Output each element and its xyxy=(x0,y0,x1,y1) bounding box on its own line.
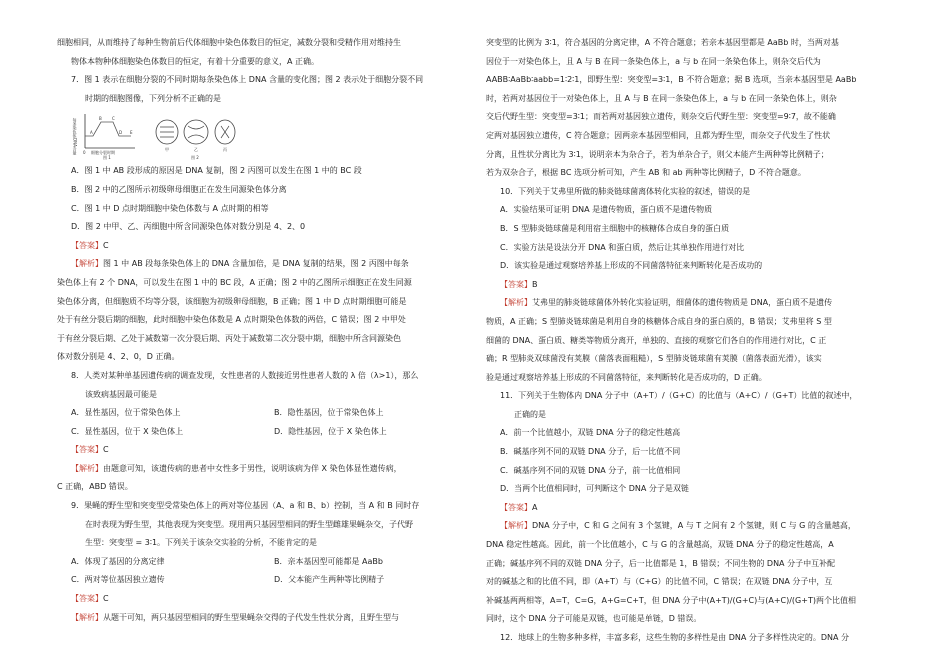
fig2-caption: 图 2 xyxy=(191,155,199,161)
q7-analysis-6: 体对数分别是 4、2、0，D 正确。 xyxy=(57,352,180,362)
intro-line-1: 细胞相同，从而维持了每种生物前后代体细胞中染色体数目的恒定，减数分裂和受精作用对维持生 xyxy=(57,38,401,47)
q8-stem-1: 8．人类对某种单基因遗传病的调查发现，女性患者的人数接近男性患者人数的 λ 倍（λ>1），那么 xyxy=(71,370,419,380)
q8-options-row-2 xyxy=(57,423,477,442)
q9-cont-7: 分离，且性状分离比为 3∶1，说明亲本为杂合子，若为单杂合子，则父本能产生两种等比例精子； xyxy=(486,149,829,159)
q7-analysis-1: 【解析】图 1 中 AB 段每条染色体上的 DNA 含量加倍，是 DNA 复制的结果，图 2 丙图中每条 xyxy=(71,259,409,269)
q11-analysis-3: 正确；碱基序列不同的双链 DNA 分子，后一比值都是 1，B 错误；不同生物的 DNA 分子中互补配 xyxy=(486,558,836,568)
q11-option-a: A．前一个比值越小，双链 DNA 分子的稳定性越高 xyxy=(500,428,681,438)
q10-analysis-1: 【解析】艾弗里的肺炎链球菌体外转化实验证明，细菌体的遗传物质是 DNA，蛋白质不是遗传 xyxy=(500,298,833,308)
q8-stem-2: 该致病基因最可能是 xyxy=(85,389,157,399)
q10-analysis-4: 确；R 型肺炎双球菌没有荚膜（菌落表面粗糙），S 型肺炎链球菌有荚膜（菌落表面光滑），该实 xyxy=(486,354,822,364)
q11-option-b: B．碱基序列不同的双链 DNA 分子，后一比值不同 xyxy=(500,447,681,457)
q11-analysis-2: DNA 稳定性越高。因此，前一个比值越小，C 与 G 的含量越高，双链 DNA 分子的稳定性越高，A xyxy=(486,540,834,550)
q9-stem-2: 在时表现为野生型，其他表现为突变型。现用两只基因型相同的野生型雌雄果蝇杂交，子代野 xyxy=(85,519,413,529)
q7-figure xyxy=(71,110,477,160)
point-d: D xyxy=(119,130,123,136)
q10-option-d: D．该实验是通过观察培养基上形成的不同菌落特征来判断转化是否成功的 xyxy=(500,261,763,271)
q9-cont-3: AABB∶AaBb∶aabb=1∶2∶1，即野生型：突变型=3∶1，B 不符合题意；据 B 选项，当亲本基因型是 AaBb xyxy=(486,75,857,85)
cell-yi-chromosomes xyxy=(188,126,204,138)
graph-origin: 0 xyxy=(83,150,86,156)
q9-options-row-1 xyxy=(57,553,477,572)
q10-answer: 【答案】B xyxy=(500,279,538,289)
q11-analysis-1: 【解析】DNA 分子中，C 和 G 之间有 3 个氢键，A 与 T 之间有 2 个氢键，则 C 与 G 的含量越高， xyxy=(500,521,856,531)
q8-analysis-2: C 正确，ABD 错误。 xyxy=(57,482,133,492)
q10-option-c: C．实验方法是设法分开 DNA 和蛋白质，然后让其单独作用进行对比 xyxy=(500,242,745,252)
q9-cont-6: 定两对基因独立遗传，C 符合题意；因两亲本基因型相同，且都为野生型，而杂交子代发生了性状 xyxy=(486,130,831,140)
point-b: B xyxy=(99,116,102,122)
q11-stem-1: 11．下列关于生物体内 DNA 分子中（A+T）/（G+C）的比值与（A+C）/（G+T）比值的叙述中， xyxy=(500,391,858,401)
q9-cont-1: 突变型的比例为 3∶1，符合基因的分离定律，A 不符合题意；若亲本基因型都是 AaBb 时，当两对基 xyxy=(486,38,839,47)
q9-option-d: D．父本能产生两种等比例精子 xyxy=(274,575,385,585)
q11-analysis-5: 补碱基两两相等，A=T，C=G，A+G=C+T，但 DNA 分子中(A+T)/(G+C)与(A+C)/(G+T)两个比值相 xyxy=(486,595,856,605)
q8-options-row-1 xyxy=(57,404,477,423)
q7-stem-1: 7．图 1 表示在细胞分裂的不同时期每条染色体上 DNA 含量的变化图；图 2 表示处于细胞分裂不同 xyxy=(71,75,424,85)
q10-analysis-2: 物质，A 正确；S 型肺炎链球菌是利用自身的核糖体合成自身的蛋白质的，B 错误；艾弗里将 S 型 xyxy=(486,316,832,326)
q7-option-d: D．图 2 中甲、乙、丙细胞中所含同源染色体对数分别是 4、2、0 xyxy=(71,222,306,232)
q12-stem: 12．地球上的生物多种多样，丰富多彩，这些生物的多样性是由 DNA 分子多样性决定的。DNA 分 xyxy=(500,633,850,642)
cell-label-jia: 甲 xyxy=(165,147,169,153)
cell-jia-chromosomes xyxy=(160,127,174,137)
q9-options-row-2 xyxy=(57,571,477,590)
point-e: E xyxy=(130,130,133,136)
q7-stem-2: 时期的细胞图像，下列分析不正确的是 xyxy=(85,93,221,103)
q8-option-c: C．显性基因，位于 X 染色体上 xyxy=(71,426,184,436)
fig1-caption: 图 1 xyxy=(103,155,111,161)
q9-cont-4: 时，若两对基因位于一对染色体上，且 A 与 B 在同一条染色体上，a 与 b 在同一条染色体上，则杂 xyxy=(486,93,837,103)
q9-option-c: C．两对等位基因独立遗传 xyxy=(71,575,165,585)
q9-stem-1: 9．果蝇的野生型和突变型受常染色体上的两对等位基因（A、a 和 B、b）控制，当 A 和 B 同时存 xyxy=(71,501,420,511)
q11-answer: 【答案】A xyxy=(500,502,538,512)
q9-cont-5: 交后代野生型：突变型=3∶1；而若两对基因独立遗传，则杂交后代野生型：突变型=9∶7，故不能确 xyxy=(486,112,836,122)
intro-line-2: 物体本物种体细胞染色体数目的恒定，有着十分重要的意义，A 正确。 xyxy=(71,56,320,66)
q8-option-a: A．显性基因，位于常染色体上 xyxy=(71,408,181,418)
q10-analysis-5: 验是通过观察培养基上形成的不同菌落特征，来判断转化是否成功的，D 正确。 xyxy=(486,372,767,382)
q9-analysis-1: 【解析】从题干可知，两只基因型相同的野生型果蝇杂交得的子代发生性状分离，且野生型与 xyxy=(71,612,399,622)
cell-label-yi: 乙 xyxy=(194,147,198,153)
cell-label-bing: 丙 xyxy=(223,147,227,153)
q11-analysis-4: 对的碱基之和的比值不同，即（A+T）与（C+G）的比值不同，C 错误；在双链 DNA 分子中，互 xyxy=(486,577,833,587)
q10-option-b: B．S 型肺炎链球菌是利用宿主细胞中的核糖体合成自身的蛋白质 xyxy=(500,223,730,233)
graph-xlabel: 细胞分裂时期 xyxy=(91,150,115,156)
q8-answer: 【答案】C xyxy=(71,445,109,455)
q7-option-c: C．图 1 中 D 点时期细胞中染色体数与 A 点时期的相等 xyxy=(71,203,269,213)
q11-stem-2: 正确的是 xyxy=(514,409,546,419)
q7-option-a: A．图 1 中 AB 段形成的原因是 DNA 复制，图 2 丙图可以发生在图 1 中的 BC 段 xyxy=(71,166,362,176)
cell-bing-chromosomes xyxy=(221,126,229,138)
q8-option-d: D．隐性基因，位于 X 染色体上 xyxy=(274,426,387,436)
point-c: C xyxy=(112,116,115,122)
q7-option-b: B．图 2 中的乙图所示初级卵母细胞正在发生同源染色体分离 xyxy=(71,184,287,194)
q7-analysis-3: 染色体分离，但细胞质不均等分裂，该细胞为初级卵母细胞，B 正确；图 1 中 D 点时期细胞可能是 xyxy=(57,296,407,306)
q9-option-b: B．亲本基因型可能都是 AaBb xyxy=(274,556,383,566)
point-a: A xyxy=(90,130,93,136)
q10-option-a: A．实验结果可证明 DNA 是遗传物质，蛋白质不是遗传物质 xyxy=(500,205,713,215)
q9-cont-2: 因位于一对染色体上，且 A 与 B 在同一条染色体上，a 与 b 在同一条染色体上，则杂交后代为 xyxy=(486,56,821,66)
q7-analysis-4: 处于有丝分裂后期的细胞，此时细胞中染色体数是 A 点时期染色体数的两倍，C 错误；图 2 中甲处 xyxy=(57,315,406,325)
q11-option-c: C．碱基序列不同的双链 DNA 分子，前一比值相同 xyxy=(500,465,681,475)
q7-answer: 【答案】C xyxy=(71,240,109,250)
graph-ylabel: 每条染色体DNA含量 xyxy=(72,118,78,156)
q7-analysis-2: 染色体上有 2 个 DNA，可以发生在图 1 中的 BC 段，A 正确；图 2 中的乙图所示细胞正在发生同源 xyxy=(57,277,412,287)
q10-analysis-3: 细菌的 DNA、蛋白质、糖类等物质分离开，单独的、直接的观察它们各自的作用进行对比，C 正 xyxy=(486,335,827,345)
q11-analysis-6: 同时，这个 DNA 分子可能是双链，也可能是单链，D 错误。 xyxy=(486,614,702,624)
q8-option-b: B．隐性基因，位于常染色体上 xyxy=(274,408,384,418)
cell-yi xyxy=(184,120,208,144)
q9-answer: 【答案】C xyxy=(71,594,109,604)
q8-analysis-1: 【解析】由题意可知，该遗传病的患者中女性多于男性，说明该病为伴 X 染色体显性遗传病， xyxy=(71,463,402,473)
right-column xyxy=(486,34,906,648)
q9-stem-3: 生型：突变型 = 3∶1。下列关于该杂交实验的分析，不能肯定的是 xyxy=(85,538,318,548)
left-column xyxy=(57,34,477,627)
dna-content-graph xyxy=(71,110,241,160)
q11-option-d: D．当两个比值相同时，可判断这个 DNA 分子是双链 xyxy=(500,484,689,494)
q10-stem: 10．下列关于艾弗里所做的肺炎链球菌离体转化实验的叙述，错误的是 xyxy=(500,186,751,196)
q9-option-a: A．体现了基因的分离定律 xyxy=(71,556,165,566)
q9-cont-8: 若为双杂合子，根据 BC 选项分析可知，产生 AB 和 ab 两种等比例精子，D 不符合题意。 xyxy=(486,168,806,178)
q7-analysis-5: 于有丝分裂后期、乙处于减数第一次分裂后期、丙处于减数第二次分裂中期，细胞中所含同源染色 xyxy=(57,333,401,343)
